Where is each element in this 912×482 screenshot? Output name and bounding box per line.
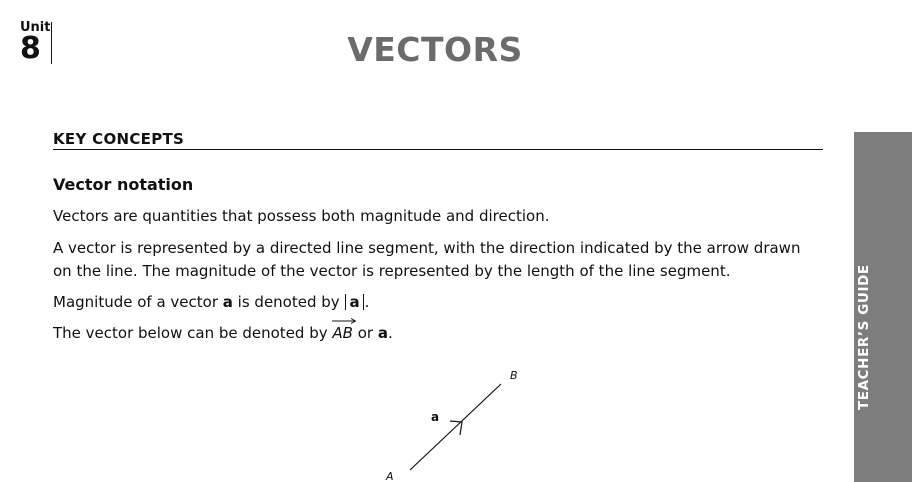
- vector-line: [410, 384, 501, 470]
- unit-label: Unit: [20, 20, 51, 35]
- teachers-guide-sidebar: [854, 132, 912, 482]
- p3-prefix: Magnitude of a vector: [53, 293, 223, 311]
- subheading: Vector notation: [53, 175, 194, 194]
- p3-abs-vector: a: [349, 293, 360, 311]
- point-b-label: B: [510, 369, 518, 382]
- p3-bold-vector: a: [222, 293, 233, 311]
- p3-mid: is denoted by: [232, 293, 345, 311]
- vector-ab-text: AB: [332, 324, 353, 342]
- section-heading: KEY CONCEPTS: [53, 130, 823, 150]
- point-a-label: A: [386, 470, 394, 482]
- p4-mid: or: [352, 324, 378, 342]
- paragraph-representation: A vector is represented by a directed line segment, with the direction indicated by the arrow drawn on the line. The magnitude of the vector is represented by the length of the line segment.: [53, 239, 801, 280]
- page-title: VECTORS: [347, 30, 523, 69]
- paragraph-magnitude: [53, 291, 813, 314]
- vector-diagram: [370, 362, 550, 482]
- vector-label: a: [431, 410, 440, 424]
- vector-arrow-icon: [332, 318, 356, 324]
- paragraph-notation: [53, 322, 813, 345]
- vector-ab-notation: [332, 322, 353, 345]
- paragraph-definition: Vectors are quantities that possess both magnitude and direction.: [53, 207, 550, 225]
- p4-suffix: .: [387, 324, 393, 342]
- magnitude-notation: [345, 294, 363, 310]
- unit-number: 8: [20, 31, 41, 66]
- p4-prefix: The vector below can be denoted by: [53, 324, 333, 342]
- p4-bold-vector: a: [377, 324, 388, 342]
- p3-suffix: .: [364, 293, 370, 311]
- sidebar-label: TEACHER’S GUIDE: [856, 264, 872, 410]
